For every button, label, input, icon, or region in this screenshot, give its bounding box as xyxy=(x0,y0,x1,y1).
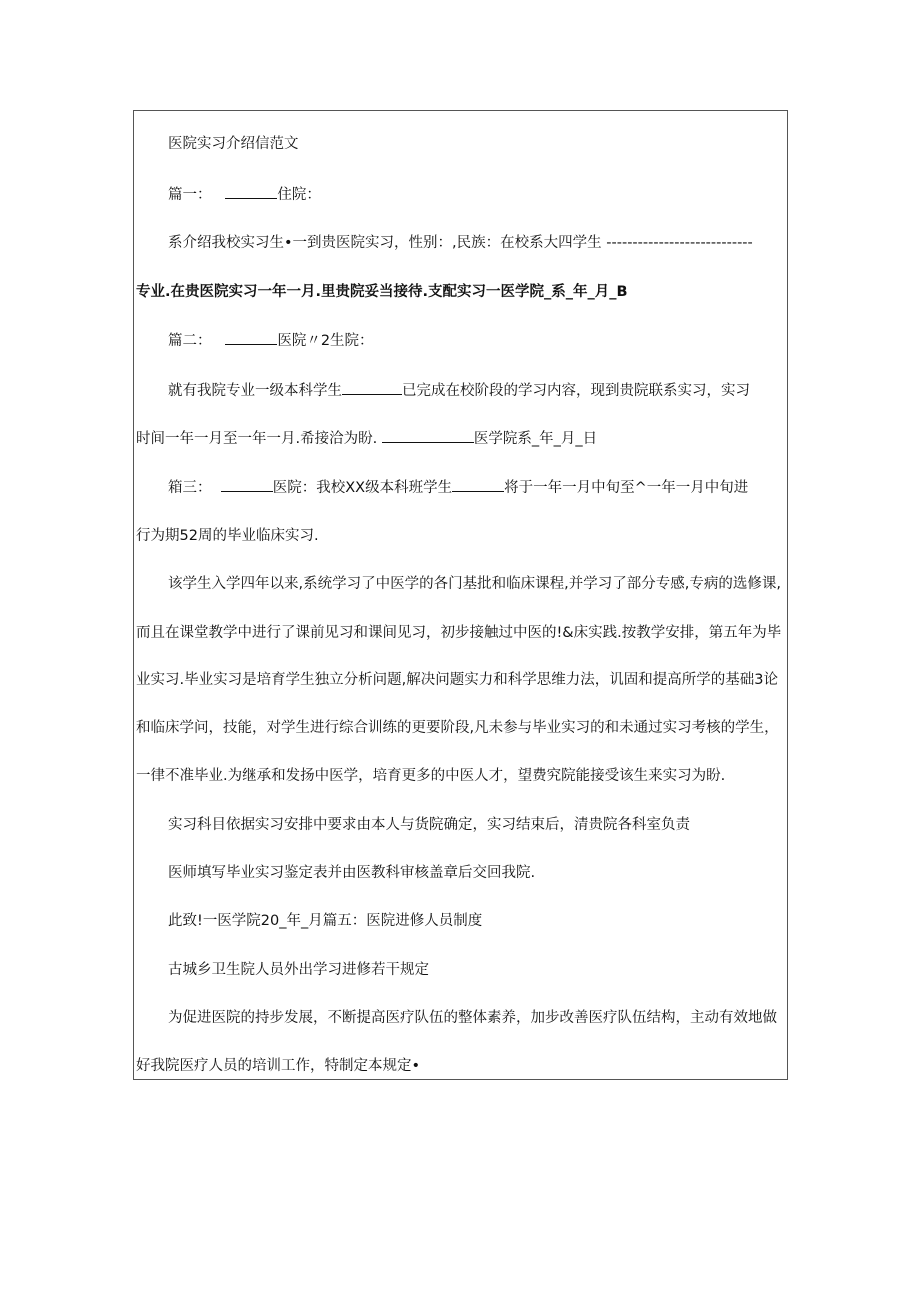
paragraph: 而且在课堂教学中进行了课前见习和课间见习，初步接触过中医的!&床实践.按教学安排，第五年为毕 xyxy=(136,625,782,641)
section-one-addressee: 住院： xyxy=(277,187,321,203)
paragraph: 好我院医疗人员的培训工作，特制定本规定• xyxy=(136,1058,421,1074)
paragraph: 为促进医院的持步发展，不断提高医疗队伍的整体素养，加步改善医疗队伍结构，主动有效地做 xyxy=(168,1010,777,1026)
blank-line xyxy=(382,428,474,443)
paragraph: 医师填写毕业实习鉴定表并由医教科审核盖章后交回我院. xyxy=(168,865,536,881)
section-three-label: 箱三： xyxy=(168,480,212,496)
section-three-heading xyxy=(168,477,748,498)
paragraph: 实习科目依据实习安排中要求由本人与货院确定，实习结束后，清贵院各科室负责 xyxy=(168,817,690,833)
paragraph xyxy=(136,428,597,449)
text-run: 医学院系_年_月_日 xyxy=(473,431,598,447)
paragraph: 业实习.毕业实习是培育学生独立分析问题,解决问题实力和科学思维力法，讥固和提高所学的基础3论 xyxy=(136,672,778,688)
section-two-heading xyxy=(168,330,374,351)
paragraph: 该学生入学四年以来,系统学习了中医学的各门基批和临床课程,并学习了部分专感,专病的选修课, xyxy=(168,576,781,592)
blank-line xyxy=(342,380,402,395)
document-title: 医院实习介绍信范文 xyxy=(168,136,299,152)
text-run: 时间一年一月至一年一月.希接洽为盼. xyxy=(136,431,378,447)
section-two-label: 篇二： xyxy=(168,333,212,349)
blank-line xyxy=(225,184,277,199)
paragraph xyxy=(168,380,750,401)
paragraph: 此致!一医学院20_年_月篇五：医院进修人员制度 xyxy=(168,913,483,929)
paragraph: 行为期52周的毕业临床实习. xyxy=(136,528,319,544)
section-two-addressee: 医院〃2生院： xyxy=(277,333,374,349)
text-run: 医院：我校XX级本科班学生 xyxy=(272,480,453,496)
text-run: 将于一年一月中旬至^一年一月中旬进 xyxy=(504,480,749,496)
blank-line xyxy=(221,477,273,492)
section-one-heading xyxy=(168,184,321,205)
page-frame xyxy=(133,110,788,1080)
paragraph: 和临床学问，技能，对学生进行综合训练的更要阶段,凡未参与毕业实习的和未通过实习考核的学生， xyxy=(136,720,779,736)
regulation-title: 古城乡卫生院人员外出学习进修若干规定 xyxy=(168,962,429,978)
text-run: 就有我院专业一级本科学生 xyxy=(168,383,342,399)
section-one-label: 篇一： xyxy=(168,187,212,203)
text-run: 已完成在校阶段的学习内容，现到贵院联系实习，实习 xyxy=(402,383,750,399)
blank-line xyxy=(452,477,504,492)
paragraph: 系介绍我校实习生•一到贵医院实习，性别：,民族：在校系大四学生 ---------------------------- xyxy=(168,235,753,251)
paragraph: 专业.在贵医院实习一年一月.里贵院妥当接待.支配实习一医学院_系_年_月_B xyxy=(136,284,628,300)
paragraph: 一律不准毕业.为继承和发扬中医学，培育更多的中医人才，望费究院能接受该生来实习为盼. xyxy=(136,768,726,784)
blank-line xyxy=(225,330,277,345)
